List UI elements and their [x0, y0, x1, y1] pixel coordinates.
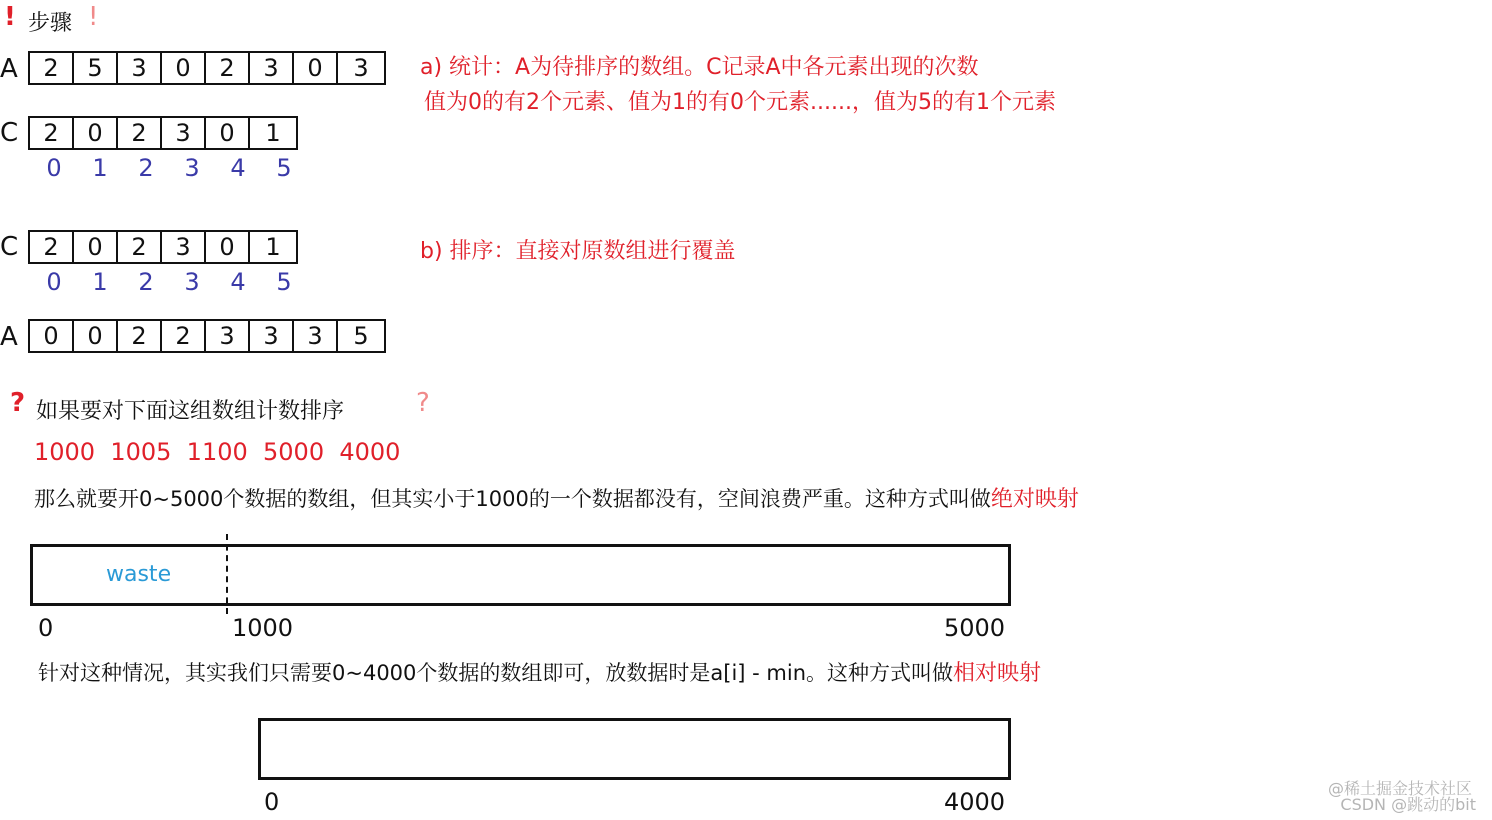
- array-cell: 2: [30, 118, 74, 148]
- array-cell: 2: [162, 321, 206, 351]
- relative-range-bar: [258, 718, 1011, 780]
- array-a-label: A: [0, 54, 18, 84]
- array-cell: 3: [353, 54, 369, 82]
- array-cell: 0: [30, 321, 74, 351]
- index-label: 0: [46, 154, 62, 182]
- absolute-mid-label: 1000: [232, 614, 294, 642]
- step-a-detail: 值为0的有2个元素、值为1的有0个元素......，值为5的有1个元素: [424, 90, 1056, 115]
- array-c-count: [28, 116, 298, 150]
- array-cell: 3: [118, 53, 162, 83]
- waste-label: waste: [106, 562, 172, 587]
- array-cell: 3: [162, 118, 206, 148]
- absolute-mapping-term: 绝对映射: [990, 487, 1079, 512]
- absolute-range-bar: [30, 544, 1011, 606]
- index-label: 2: [138, 268, 154, 296]
- array-a-label: A: [0, 322, 18, 352]
- array-cell: 1: [265, 119, 281, 147]
- absolute-min-label: 0: [38, 614, 54, 642]
- array-cell: 2: [118, 118, 162, 148]
- array-c-count: [28, 230, 298, 264]
- relative-max-label: 4000: [944, 788, 1006, 816]
- array-cell: 3: [162, 232, 206, 262]
- watermark-line1: @稀土掘金技术社区: [1327, 779, 1472, 798]
- waste-boundary-line: [226, 534, 228, 614]
- question-icon: ?: [10, 388, 26, 418]
- array-c-indices: [31, 268, 307, 296]
- step-a-text: a) 统计：A为待排序的数组。C记录A中各元素出现的次数: [420, 55, 979, 80]
- index-label: 4: [230, 154, 246, 182]
- index-label: 1: [92, 154, 108, 182]
- array-cell: 2: [30, 53, 74, 83]
- array-cell: 0: [74, 232, 118, 262]
- array-a-original: [28, 51, 386, 85]
- array-cell: 0: [206, 118, 250, 148]
- relative-mapping-term: 相对映射: [953, 661, 1042, 686]
- array-cell: 2: [30, 232, 74, 262]
- relative-mapping-line: [38, 656, 1041, 687]
- steps-title: 步骤: [28, 11, 73, 36]
- array-cell: 0: [294, 53, 338, 83]
- array-cell: 3: [294, 321, 338, 351]
- relative-min-label: 0: [264, 788, 280, 816]
- absolute-mapping-text: 那么就要开0~5000个数据的数组，但其实小于1000的一个数据都没有，空间浪费严重。这种方式叫做: [34, 487, 991, 511]
- array-cell: 3: [206, 321, 250, 351]
- array-cell: 3: [250, 53, 294, 83]
- array-cell: 3: [250, 321, 294, 351]
- watermark-line2: CSDN @跳动的bit: [1340, 795, 1476, 814]
- index-label: 5: [276, 154, 292, 182]
- array-c-label: C: [0, 232, 19, 262]
- array-a-sorted: [28, 319, 386, 353]
- absolute-max-label: 5000: [944, 614, 1006, 642]
- example-numbers: 1000 1005 1100 5000 4000: [34, 438, 401, 466]
- array-cell: 0: [74, 118, 118, 148]
- array-cell: 2: [118, 321, 162, 351]
- array-cell: 5: [353, 322, 369, 350]
- relative-mapping-text: 针对这种情况，其实我们只需要0~4000个数据的数组即可，放数据时是a[i] - min。这种方式叫做: [38, 661, 954, 685]
- index-label: 2: [138, 154, 154, 182]
- index-label: 1: [92, 268, 108, 296]
- index-label: 3: [184, 268, 200, 296]
- array-cell: 0: [162, 53, 206, 83]
- index-label: 5: [276, 268, 292, 296]
- array-c-indices: [31, 154, 307, 182]
- step-b-text: b) 排序：直接对原数组进行覆盖: [420, 239, 736, 264]
- question-text: 如果要对下面这组数组计数排序: [36, 399, 345, 424]
- absolute-mapping-line: [34, 482, 1079, 513]
- array-cell: 2: [206, 53, 250, 83]
- index-label: 0: [46, 268, 62, 296]
- array-cell: 0: [206, 232, 250, 262]
- index-label: 4: [230, 268, 246, 296]
- exclamation-icon: !: [88, 2, 99, 32]
- array-c-label: C: [0, 118, 19, 148]
- array-cell: 5: [74, 53, 118, 83]
- array-cell: 1: [265, 233, 281, 261]
- question-icon: ?: [416, 388, 430, 418]
- exclamation-icon: !: [4, 2, 16, 32]
- index-label: 3: [184, 154, 200, 182]
- array-cell: 0: [74, 321, 118, 351]
- array-cell: 2: [118, 232, 162, 262]
